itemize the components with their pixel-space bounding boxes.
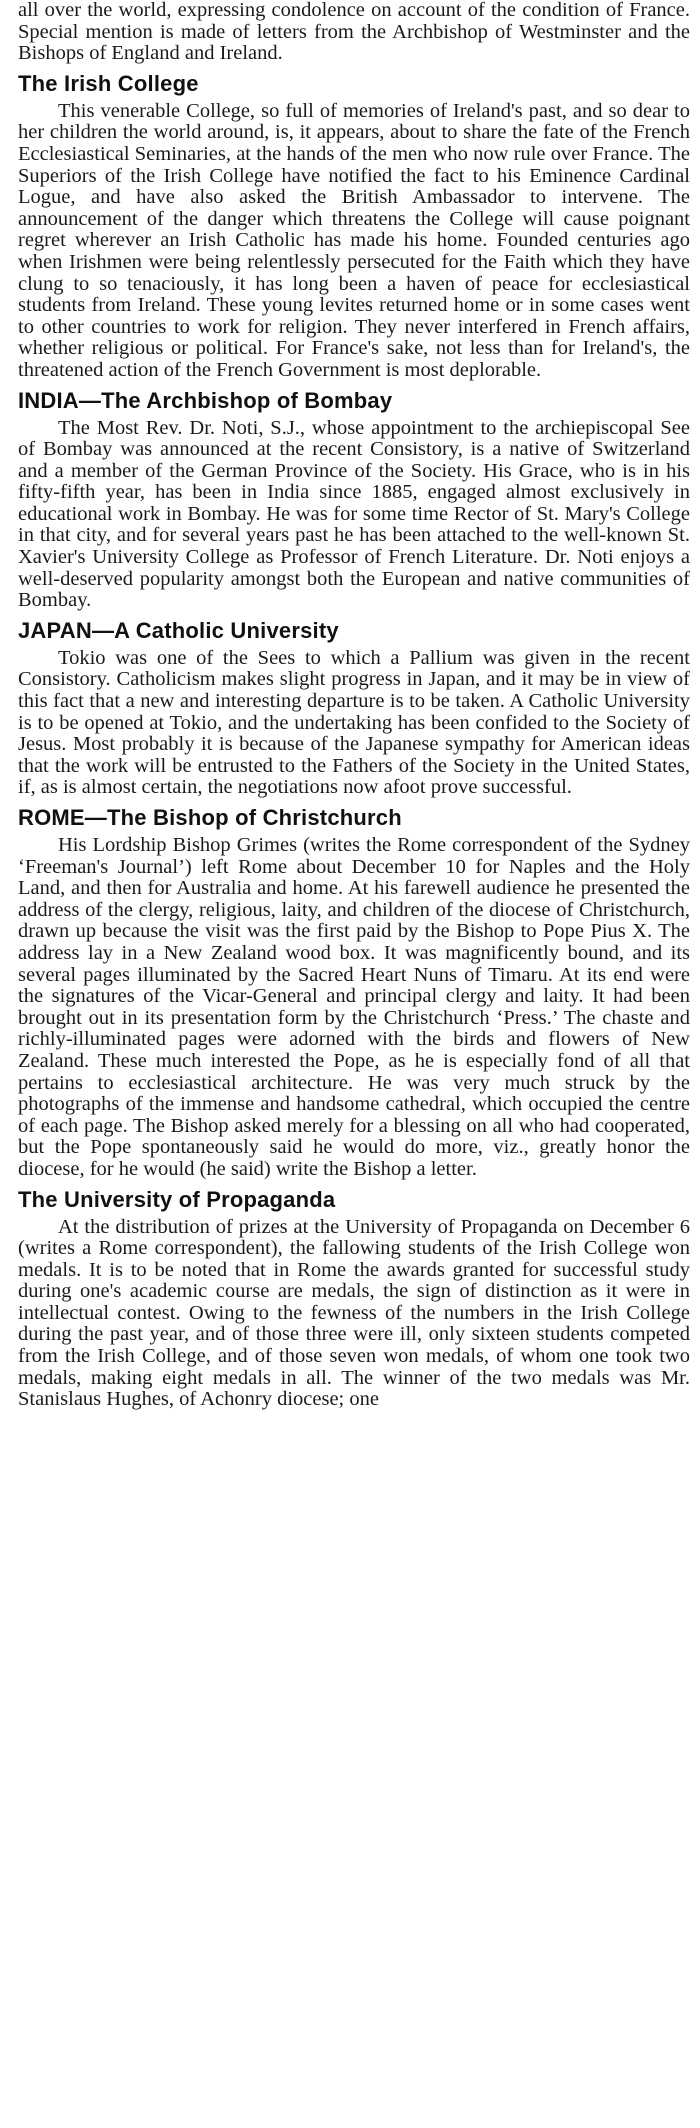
section-heading-propaganda: The University of Propaganda [18, 1186, 336, 1212]
section-body-japan: Tokio was one of the Sees to which a Pallium was given in the recent Consistory. Catholicism makes slight progress in Japan, and it may be in view of this fact that a new and interesting departure is to be taken. A Catholic University is to be opened at Tokio, and the undertaking has been confided to the Society of Jesus. Most probably it is because of the Japanese sympathy for American ideas that the work will be entrusted to the Fathers of the Society in the United States, if, as is almost certain, the negotiations now afoot prove successful. [18, 646, 690, 799]
section-body-india: The Most Rev. Dr. Noti, S.J., whose appointment to the archiepiscopal See of Bombay was announced at the recent Consistory, is a native of Switzerland and a member of the German Province of the Society. His Grace, who is in his fifty-fifth year, has been in India since 1885, engaged almost exclusively in educational work in Bombay. He was for some time Rector of St. Mary's College in that city, and for several years past he has been attached to the well-known St. Xavier's University College as Professor of French Literature. Dr. Noti enjoys a well-deserved popularity amongst both the European and native communities of Bombay. [18, 416, 690, 612]
section-body-irish-college: This venerable College, so full of memories of Ireland's past, and so dear to her children the world around, is, it appears, about to share the fate of the French Ecclesiastical Seminaries, at the hands of the men who now rule over France. The Superiors of the Irish College have notified the fact to his Eminence Cardinal Logue, and have also asked the British Ambassador to intervene. The announcement of the danger which threatens the College will cause poignant regret wherever an Irish Catholic has made his home. Founded centuries ago when Irishmen were being relentlessly persecuted for the Faith which they have clung to so tenaciously, it has long been a haven of peace for ecclesiastical students from Ireland. These young levites returned home or in some cases went to other countries to work for religion. They never interfered in French affairs, whether religious or political. For France's sake, not less than for Ireland's, the threatened action of the French Government is most deplorable. [18, 99, 690, 381]
intro-paragraph: all over the world, expressing condolence on account of the condition of France. Special mention is made of letters from the Archbishop of Westminster and the Bishops of England and Ireland. [18, 0, 690, 65]
section-heading-india: INDIA—The Archbishop of Bombay [18, 387, 393, 413]
section-body-propaganda: At the distribution of prizes at the University of Propaganda on December 6 (writes a Rome correspondent), the fallowing students of the Irish College won medals. It is to be noted that in Rome the awards granted for successful study during one's academic course are medals, the sign of distinction as it were in intellectual contest. Owing to the fewness of the numbers in the Irish College during the past year, and of those three were ill, only sixteen students competed from the Irish College, and of those seven won medals, of whom one took two medals, making eight medals in all. The winner of the two medals was Mr. Stanislaus Hughes, of Achonry diocese; one [18, 1215, 690, 1411]
section-heading-rome: ROME—The Bishop of Christchurch [18, 805, 402, 830]
section-body-rome: His Lordship Bishop Grimes (writes the Rome correspondent of the Sydney ‘Freeman's Journal’) left Rome about December 10 for Naples and the Holy Land, and then for Australia and home. At his farewell audience he presented the address of the clergy, religious, laity, and children of the diocese of Christchurch, drawn up because the visit was the first paid by the Bishop to Pope Pius X. The address lay in a New Zealand wood box. It was magnificently bound, and its several pages illuminated by the Sacred Heart Nuns of Timaru. At its end were the signatures of the Vicar-General and principal clergy and laity. It had been brought out in its presentation form by the Christchurch ‘Press.’ The chaste and richly-illuminated pages were adorned with the birds and flowers of New Zealand. These much interested the Pope, as he is especially fond of all that pertains to ecclesiastical architecture. He was very much struck by the photographs of the immense and handsome cathedral, which occupied the centre of each page. The Bishop asked merely for a blessing on all who had cooperated, but the Pope spontaneously said he would do more, viz., greatly honor the diocese, for he would (he said) write the Bishop a letter. [18, 834, 690, 1180]
section-heading-irish-college: The Irish College [18, 70, 199, 96]
section-heading-japan: JAPAN—A Catholic University [18, 617, 339, 643]
